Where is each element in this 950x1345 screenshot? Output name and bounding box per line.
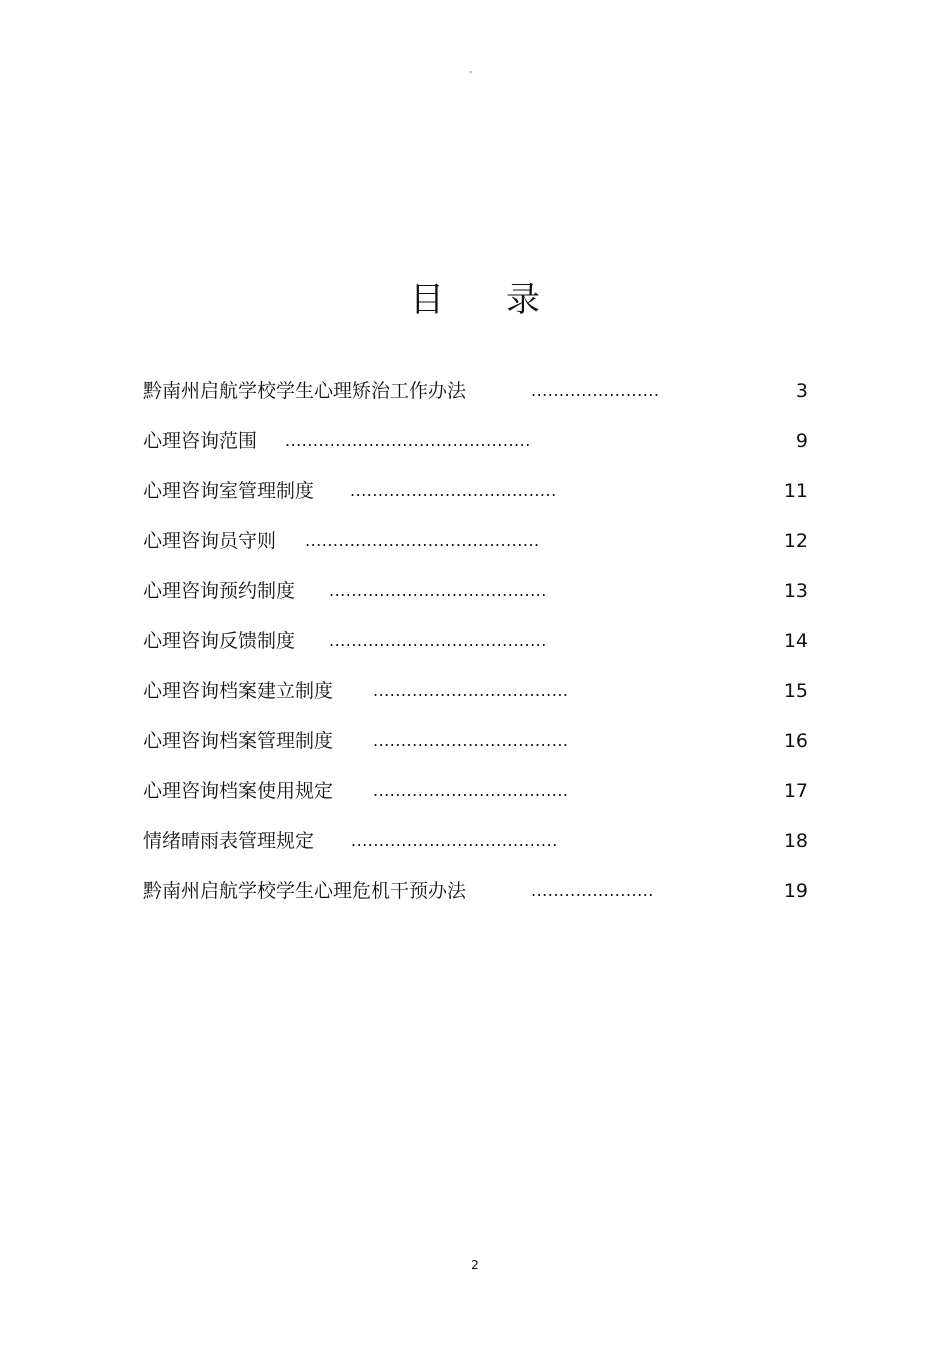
toc-entry-leader: ...................................	[373, 681, 569, 700]
toc-entry[interactable]	[143, 866, 808, 916]
toc-entry-page: 18	[783, 830, 808, 852]
toc-entry[interactable]	[143, 766, 808, 816]
toc-entry[interactable]	[143, 516, 808, 566]
toc-entry-label: 心理咨询档案建立制度	[143, 680, 334, 702]
toc-entry-page: 15	[783, 680, 808, 702]
toc-entry-leader: .......................................	[329, 581, 547, 600]
toc-entry-leader: .......................	[531, 381, 660, 400]
toc-entry-leader: .....................................	[350, 481, 557, 500]
toc-entry-page: 11	[783, 480, 808, 502]
toc-entry-page: 9	[795, 430, 808, 452]
page-title	[0, 272, 950, 321]
toc-entry-label: 黔南州启航学校学生心理矫治工作办法	[143, 380, 467, 402]
toc-entry-page: 19	[783, 880, 808, 902]
toc-entry-label: 心理咨询反馈制度	[143, 630, 296, 652]
toc-entry-label: 心理咨询室管理制度	[143, 480, 315, 502]
toc-entry-label: 黔南州启航学校学生心理危机干预办法	[143, 880, 467, 902]
toc-entry[interactable]	[143, 566, 808, 616]
toc-entry[interactable]	[143, 366, 808, 416]
toc-entry-leader: ...................................	[373, 781, 569, 800]
toc-entry-page: 12	[783, 530, 808, 552]
toc-entry-label: 情绪晴雨表管理规定	[143, 830, 315, 852]
toc-entry-leader: ......................	[531, 881, 654, 900]
toc-entry-label: 心理咨询档案使用规定	[143, 780, 334, 802]
toc-entry-page: 3	[795, 380, 808, 402]
toc-entry-leader: ...................................	[373, 731, 569, 750]
toc-entry-leader: .......................................	[329, 631, 547, 650]
toc-entry-leader: .....................................	[351, 831, 558, 850]
toc-entry-leader: ............................................	[285, 431, 531, 450]
toc-entry-page: 17	[783, 780, 808, 802]
toc-entry[interactable]	[143, 466, 808, 516]
table-of-contents	[143, 366, 808, 916]
toc-entry[interactable]	[143, 666, 808, 716]
toc-entry[interactable]	[143, 416, 808, 466]
toc-entry-label: 心理咨询员守则	[143, 530, 277, 552]
page-number: 2	[471, 1258, 479, 1272]
toc-entry-label: 心理咨询档案管理制度	[143, 730, 334, 752]
toc-entry[interactable]	[143, 616, 808, 666]
toc-entry[interactable]	[143, 716, 808, 766]
toc-entry-label: 心理咨询范围	[143, 430, 258, 452]
title-char-2: 录	[506, 280, 540, 320]
toc-entry-leader: ..........................................	[305, 531, 540, 550]
title-char-1: 目	[410, 280, 444, 320]
toc-entry-page: 16	[783, 730, 808, 752]
toc-entry-label: 心理咨询预约制度	[143, 580, 296, 602]
toc-entry-page: 14	[783, 630, 808, 652]
header-mark: "	[469, 70, 473, 79]
toc-entry[interactable]	[143, 816, 808, 866]
toc-entry-page: 13	[783, 580, 808, 602]
